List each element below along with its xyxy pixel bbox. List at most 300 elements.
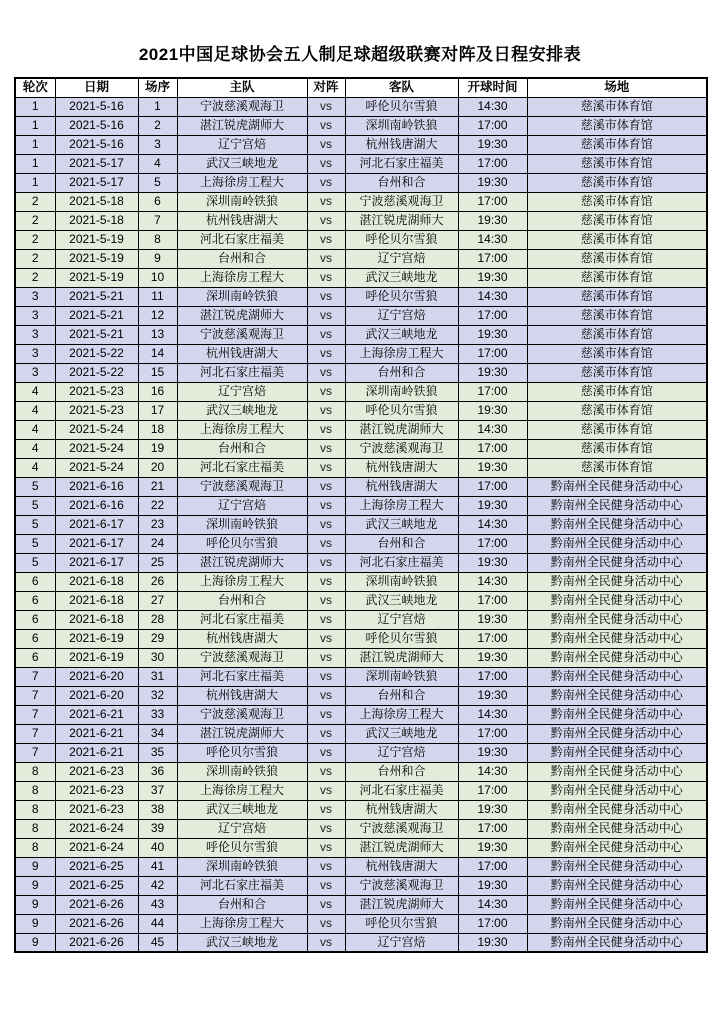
- table-row: [15, 648, 707, 667]
- cell-vs: vs: [307, 211, 345, 230]
- cell-home-team: 上海徐房工程大: [177, 781, 307, 800]
- cell-away-team: 台州和合: [345, 534, 458, 553]
- header-round: 轮次: [15, 78, 55, 97]
- cell-vs: vs: [307, 914, 345, 933]
- cell-home-team: 辽宁宫焙: [177, 382, 307, 401]
- cell-round: 6: [15, 648, 55, 667]
- cell-vs: vs: [307, 230, 345, 249]
- cell-round: 3: [15, 287, 55, 306]
- cell-date: 2021-5-23: [55, 401, 138, 420]
- cell-round: 5: [15, 515, 55, 534]
- table-row: [15, 97, 707, 116]
- cell-vs: vs: [307, 154, 345, 173]
- cell-match-no: 7: [138, 211, 177, 230]
- cell-away-team: 辽宁宫焙: [345, 933, 458, 952]
- cell-venue: 黔南州全民健身活动中心: [527, 762, 707, 781]
- cell-kickoff-time: 17:00: [458, 382, 527, 401]
- cell-away-team: 河北石家庄福美: [345, 553, 458, 572]
- cell-home-team: 湛江锐虎湖师大: [177, 553, 307, 572]
- cell-home-team: 河北石家庄福美: [177, 876, 307, 895]
- cell-vs: vs: [307, 933, 345, 952]
- cell-round: 8: [15, 762, 55, 781]
- cell-home-team: 台州和合: [177, 895, 307, 914]
- cell-kickoff-time: 17:00: [458, 629, 527, 648]
- cell-round: 7: [15, 686, 55, 705]
- cell-home-team: 深圳南岭铁狼: [177, 192, 307, 211]
- table-row: [15, 895, 707, 914]
- cell-vs: vs: [307, 705, 345, 724]
- cell-round: 3: [15, 344, 55, 363]
- cell-vs: vs: [307, 97, 345, 116]
- cell-match-no: 5: [138, 173, 177, 192]
- cell-vs: vs: [307, 287, 345, 306]
- cell-away-team: 上海徐房工程大: [345, 705, 458, 724]
- cell-venue: 黔南州全民健身活动中心: [527, 515, 707, 534]
- cell-round: 4: [15, 401, 55, 420]
- cell-vs: vs: [307, 667, 345, 686]
- cell-vs: vs: [307, 344, 345, 363]
- cell-date: 2021-5-23: [55, 382, 138, 401]
- cell-date: 2021-5-18: [55, 192, 138, 211]
- cell-venue: 黔南州全民健身活动中心: [527, 838, 707, 857]
- cell-venue: 黔南州全民健身活动中心: [527, 591, 707, 610]
- cell-date: 2021-6-16: [55, 477, 138, 496]
- cell-home-team: 呼伦贝尔雪狼: [177, 838, 307, 857]
- cell-venue: 黔南州全民健身活动中心: [527, 686, 707, 705]
- cell-date: 2021-6-24: [55, 838, 138, 857]
- cell-venue: 慈溪市体育馆: [527, 344, 707, 363]
- cell-date: 2021-6-23: [55, 800, 138, 819]
- cell-vs: vs: [307, 534, 345, 553]
- cell-vs: vs: [307, 629, 345, 648]
- cell-kickoff-time: 14:30: [458, 230, 527, 249]
- cell-match-no: 26: [138, 572, 177, 591]
- cell-kickoff-time: 17:00: [458, 192, 527, 211]
- cell-venue: 黔南州全民健身活动中心: [527, 705, 707, 724]
- cell-date: 2021-5-22: [55, 363, 138, 382]
- header-venue: 场地: [527, 78, 707, 97]
- cell-kickoff-time: 17:00: [458, 306, 527, 325]
- cell-kickoff-time: 14:30: [458, 97, 527, 116]
- cell-round: 6: [15, 572, 55, 591]
- cell-round: 6: [15, 629, 55, 648]
- cell-round: 9: [15, 895, 55, 914]
- cell-home-team: 宁波慈溪观海卫: [177, 705, 307, 724]
- cell-date: 2021-6-17: [55, 553, 138, 572]
- cell-match-no: 10: [138, 268, 177, 287]
- schedule-table: [14, 77, 708, 953]
- table-row: [15, 154, 707, 173]
- table-row: [15, 192, 707, 211]
- cell-kickoff-time: 19:30: [458, 135, 527, 154]
- cell-date: 2021-5-24: [55, 439, 138, 458]
- cell-date: 2021-6-25: [55, 857, 138, 876]
- table-row: [15, 325, 707, 344]
- cell-kickoff-time: 17:00: [458, 439, 527, 458]
- cell-venue: 黔南州全民健身活动中心: [527, 819, 707, 838]
- table-row: [15, 211, 707, 230]
- table-row: [15, 629, 707, 648]
- cell-vs: vs: [307, 135, 345, 154]
- cell-round: 2: [15, 211, 55, 230]
- cell-match-no: 20: [138, 458, 177, 477]
- schedule-body: [15, 97, 707, 952]
- cell-vs: vs: [307, 325, 345, 344]
- cell-home-team: 上海徐房工程大: [177, 914, 307, 933]
- cell-away-team: 湛江锐虎湖师大: [345, 895, 458, 914]
- cell-kickoff-time: 17:00: [458, 914, 527, 933]
- cell-round: 3: [15, 363, 55, 382]
- cell-date: 2021-6-18: [55, 610, 138, 629]
- table-row: [15, 762, 707, 781]
- header-kickoff-time: 开球时间: [458, 78, 527, 97]
- cell-round: 4: [15, 420, 55, 439]
- table-row: [15, 591, 707, 610]
- table-row: [15, 667, 707, 686]
- cell-venue: 黔南州全民健身活动中心: [527, 876, 707, 895]
- cell-vs: vs: [307, 819, 345, 838]
- cell-match-no: 33: [138, 705, 177, 724]
- cell-vs: vs: [307, 895, 345, 914]
- cell-away-team: 深圳南岭铁狼: [345, 116, 458, 135]
- cell-round: 7: [15, 724, 55, 743]
- table-row: [15, 116, 707, 135]
- cell-away-team: 宁波慈溪观海卫: [345, 876, 458, 895]
- cell-venue: 黔南州全民健身活动中心: [527, 724, 707, 743]
- cell-round: 8: [15, 800, 55, 819]
- cell-away-team: 河北石家庄福美: [345, 781, 458, 800]
- cell-kickoff-time: 14:30: [458, 420, 527, 439]
- cell-date: 2021-6-23: [55, 781, 138, 800]
- cell-vs: vs: [307, 762, 345, 781]
- table-row: [15, 838, 707, 857]
- table-row: [15, 268, 707, 287]
- cell-home-team: 武汉三峡地龙: [177, 401, 307, 420]
- cell-round: 7: [15, 743, 55, 762]
- cell-away-team: 辽宁宫焙: [345, 610, 458, 629]
- table-row: [15, 496, 707, 515]
- cell-vs: vs: [307, 724, 345, 743]
- cell-venue: 慈溪市体育馆: [527, 382, 707, 401]
- cell-date: 2021-6-26: [55, 914, 138, 933]
- cell-kickoff-time: 19:30: [458, 211, 527, 230]
- cell-home-team: 河北石家庄福美: [177, 230, 307, 249]
- cell-vs: vs: [307, 648, 345, 667]
- cell-home-team: 宁波慈溪观海卫: [177, 97, 307, 116]
- cell-venue: 黔南州全民健身活动中心: [527, 610, 707, 629]
- cell-venue: 慈溪市体育馆: [527, 154, 707, 173]
- cell-match-no: 11: [138, 287, 177, 306]
- cell-kickoff-time: 17:00: [458, 154, 527, 173]
- table-row: [15, 401, 707, 420]
- table-row: [15, 610, 707, 629]
- cell-match-no: 3: [138, 135, 177, 154]
- cell-kickoff-time: 19:30: [458, 173, 527, 192]
- cell-match-no: 17: [138, 401, 177, 420]
- table-row: [15, 287, 707, 306]
- cell-kickoff-time: 19:30: [458, 496, 527, 515]
- cell-kickoff-time: 14:30: [458, 572, 527, 591]
- cell-kickoff-time: 17:00: [458, 857, 527, 876]
- cell-match-no: 8: [138, 230, 177, 249]
- cell-away-team: 深圳南岭铁狼: [345, 572, 458, 591]
- cell-away-team: 湛江锐虎湖师大: [345, 648, 458, 667]
- cell-home-team: 呼伦贝尔雪狼: [177, 743, 307, 762]
- cell-vs: vs: [307, 268, 345, 287]
- cell-date: 2021-6-26: [55, 933, 138, 952]
- cell-vs: vs: [307, 686, 345, 705]
- cell-home-team: 辽宁宫焙: [177, 496, 307, 515]
- table-row: [15, 420, 707, 439]
- cell-away-team: 深圳南岭铁狼: [345, 382, 458, 401]
- cell-venue: 黔南州全民健身活动中心: [527, 781, 707, 800]
- cell-home-team: 河北石家庄福美: [177, 610, 307, 629]
- cell-venue: 黔南州全民健身活动中心: [527, 477, 707, 496]
- cell-match-no: 24: [138, 534, 177, 553]
- cell-round: 5: [15, 553, 55, 572]
- cell-match-no: 41: [138, 857, 177, 876]
- cell-kickoff-time: 14:30: [458, 705, 527, 724]
- cell-kickoff-time: 19:30: [458, 800, 527, 819]
- cell-match-no: 6: [138, 192, 177, 211]
- cell-home-team: 河北石家庄福美: [177, 667, 307, 686]
- cell-kickoff-time: 17:00: [458, 667, 527, 686]
- table-row: [15, 800, 707, 819]
- table-row: [15, 439, 707, 458]
- table-row: [15, 135, 707, 154]
- cell-away-team: 武汉三峡地龙: [345, 515, 458, 534]
- cell-away-team: 武汉三峡地龙: [345, 325, 458, 344]
- cell-round: 4: [15, 458, 55, 477]
- cell-away-team: 杭州钱唐湖大: [345, 857, 458, 876]
- cell-home-team: 武汉三峡地龙: [177, 800, 307, 819]
- cell-match-no: 39: [138, 819, 177, 838]
- cell-venue: 慈溪市体育馆: [527, 325, 707, 344]
- cell-vs: vs: [307, 173, 345, 192]
- cell-vs: vs: [307, 401, 345, 420]
- cell-match-no: 15: [138, 363, 177, 382]
- cell-away-team: 呼伦贝尔雪狼: [345, 401, 458, 420]
- cell-home-team: 台州和合: [177, 249, 307, 268]
- cell-venue: 慈溪市体育馆: [527, 420, 707, 439]
- cell-vs: vs: [307, 838, 345, 857]
- cell-vs: vs: [307, 496, 345, 515]
- cell-match-no: 38: [138, 800, 177, 819]
- cell-kickoff-time: 14:30: [458, 515, 527, 534]
- cell-match-no: 14: [138, 344, 177, 363]
- cell-away-team: 杭州钱唐湖大: [345, 477, 458, 496]
- cell-vs: vs: [307, 591, 345, 610]
- cell-kickoff-time: 19:30: [458, 610, 527, 629]
- cell-match-no: 1: [138, 97, 177, 116]
- cell-kickoff-time: 17:00: [458, 534, 527, 553]
- cell-match-no: 25: [138, 553, 177, 572]
- cell-home-team: 呼伦贝尔雪狼: [177, 534, 307, 553]
- cell-venue: 黔南州全民健身活动中心: [527, 743, 707, 762]
- cell-venue: 慈溪市体育馆: [527, 211, 707, 230]
- cell-away-team: 辽宁宫焙: [345, 743, 458, 762]
- table-row: [15, 857, 707, 876]
- cell-home-team: 台州和合: [177, 591, 307, 610]
- cell-away-team: 台州和合: [345, 686, 458, 705]
- cell-round: 9: [15, 914, 55, 933]
- cell-away-team: 河北石家庄福美: [345, 154, 458, 173]
- cell-away-team: 呼伦贝尔雪狼: [345, 230, 458, 249]
- table-row: [15, 249, 707, 268]
- cell-home-team: 宁波慈溪观海卫: [177, 325, 307, 344]
- cell-match-no: 30: [138, 648, 177, 667]
- cell-match-no: 29: [138, 629, 177, 648]
- cell-venue: 慈溪市体育馆: [527, 268, 707, 287]
- cell-venue: 慈溪市体育馆: [527, 458, 707, 477]
- cell-kickoff-time: 19:30: [458, 648, 527, 667]
- table-row: [15, 382, 707, 401]
- cell-home-team: 宁波慈溪观海卫: [177, 648, 307, 667]
- cell-venue: 慈溪市体育馆: [527, 97, 707, 116]
- cell-home-team: 武汉三峡地龙: [177, 933, 307, 952]
- cell-round: 6: [15, 610, 55, 629]
- cell-home-team: 武汉三峡地龙: [177, 154, 307, 173]
- cell-round: 9: [15, 876, 55, 895]
- cell-round: 8: [15, 819, 55, 838]
- cell-away-team: 台州和合: [345, 762, 458, 781]
- cell-vs: vs: [307, 610, 345, 629]
- table-row: [15, 933, 707, 952]
- table-row: [15, 363, 707, 382]
- cell-away-team: 宁波慈溪观海卫: [345, 819, 458, 838]
- cell-home-team: 深圳南岭铁狼: [177, 762, 307, 781]
- table-row: [15, 572, 707, 591]
- cell-kickoff-time: 19:30: [458, 876, 527, 895]
- cell-round: 1: [15, 173, 55, 192]
- table-row: [15, 781, 707, 800]
- cell-match-no: 23: [138, 515, 177, 534]
- cell-date: 2021-6-17: [55, 534, 138, 553]
- cell-venue: 慈溪市体育馆: [527, 401, 707, 420]
- table-row: [15, 515, 707, 534]
- cell-kickoff-time: 14:30: [458, 762, 527, 781]
- cell-match-no: 40: [138, 838, 177, 857]
- cell-round: 7: [15, 667, 55, 686]
- cell-away-team: 辽宁宫焙: [345, 249, 458, 268]
- cell-date: 2021-5-24: [55, 458, 138, 477]
- cell-date: 2021-6-26: [55, 895, 138, 914]
- cell-away-team: 呼伦贝尔雪狼: [345, 629, 458, 648]
- cell-match-no: 42: [138, 876, 177, 895]
- cell-home-team: 上海徐房工程大: [177, 420, 307, 439]
- cell-date: 2021-6-18: [55, 572, 138, 591]
- cell-match-no: 21: [138, 477, 177, 496]
- cell-kickoff-time: 19:30: [458, 363, 527, 382]
- cell-match-no: 37: [138, 781, 177, 800]
- cell-venue: 黔南州全民健身活动中心: [527, 914, 707, 933]
- cell-kickoff-time: 14:30: [458, 895, 527, 914]
- cell-home-team: 杭州钱唐湖大: [177, 344, 307, 363]
- cell-venue: 黔南州全民健身活动中心: [527, 572, 707, 591]
- cell-away-team: 湛江锐虎湖师大: [345, 211, 458, 230]
- cell-date: 2021-5-17: [55, 173, 138, 192]
- cell-kickoff-time: 14:30: [458, 287, 527, 306]
- cell-venue: 慈溪市体育馆: [527, 439, 707, 458]
- cell-away-team: 武汉三峡地龙: [345, 724, 458, 743]
- cell-vs: vs: [307, 116, 345, 135]
- cell-vs: vs: [307, 572, 345, 591]
- cell-kickoff-time: 17:00: [458, 591, 527, 610]
- cell-round: 8: [15, 781, 55, 800]
- cell-kickoff-time: 19:30: [458, 933, 527, 952]
- table-row: [15, 534, 707, 553]
- cell-date: 2021-6-16: [55, 496, 138, 515]
- cell-away-team: 武汉三峡地龙: [345, 268, 458, 287]
- header-away-team: 客队: [345, 78, 458, 97]
- cell-venue: 慈溪市体育馆: [527, 249, 707, 268]
- cell-venue: 慈溪市体育馆: [527, 135, 707, 154]
- table-row: [15, 173, 707, 192]
- cell-kickoff-time: 17:00: [458, 344, 527, 363]
- cell-date: 2021-6-19: [55, 648, 138, 667]
- cell-kickoff-time: 19:30: [458, 458, 527, 477]
- cell-kickoff-time: 19:30: [458, 325, 527, 344]
- cell-round: 5: [15, 534, 55, 553]
- cell-vs: vs: [307, 857, 345, 876]
- cell-away-team: 宁波慈溪观海卫: [345, 192, 458, 211]
- cell-date: 2021-5-18: [55, 211, 138, 230]
- cell-round: 5: [15, 496, 55, 515]
- cell-date: 2021-6-25: [55, 876, 138, 895]
- cell-match-no: 16: [138, 382, 177, 401]
- cell-home-team: 深圳南岭铁狼: [177, 287, 307, 306]
- cell-vs: vs: [307, 458, 345, 477]
- cell-date: 2021-5-17: [55, 154, 138, 173]
- table-row: [15, 686, 707, 705]
- cell-home-team: 深圳南岭铁狼: [177, 515, 307, 534]
- cell-venue: 慈溪市体育馆: [527, 116, 707, 135]
- cell-date: 2021-5-19: [55, 268, 138, 287]
- cell-date: 2021-5-19: [55, 249, 138, 268]
- table-row: [15, 344, 707, 363]
- cell-round: 9: [15, 857, 55, 876]
- cell-kickoff-time: 19:30: [458, 686, 527, 705]
- cell-round: 2: [15, 249, 55, 268]
- cell-away-team: 湛江锐虎湖师大: [345, 420, 458, 439]
- cell-date: 2021-5-16: [55, 116, 138, 135]
- cell-date: 2021-6-19: [55, 629, 138, 648]
- cell-home-team: 湛江锐虎湖师大: [177, 306, 307, 325]
- cell-home-team: 上海徐房工程大: [177, 572, 307, 591]
- table-row: [15, 876, 707, 895]
- cell-vs: vs: [307, 743, 345, 762]
- cell-vs: vs: [307, 800, 345, 819]
- cell-date: 2021-6-21: [55, 743, 138, 762]
- cell-away-team: 深圳南岭铁狼: [345, 667, 458, 686]
- cell-date: 2021-6-21: [55, 724, 138, 743]
- cell-match-no: 22: [138, 496, 177, 515]
- cell-away-team: 呼伦贝尔雪狼: [345, 287, 458, 306]
- cell-away-team: 杭州钱唐湖大: [345, 800, 458, 819]
- cell-kickoff-time: 19:30: [458, 838, 527, 857]
- table-row: [15, 230, 707, 249]
- cell-match-no: 9: [138, 249, 177, 268]
- cell-vs: vs: [307, 249, 345, 268]
- cell-home-team: 上海徐房工程大: [177, 268, 307, 287]
- cell-vs: vs: [307, 363, 345, 382]
- cell-home-team: 宁波慈溪观海卫: [177, 477, 307, 496]
- cell-venue: 黔南州全民健身活动中心: [527, 553, 707, 572]
- cell-home-team: 上海徐房工程大: [177, 173, 307, 192]
- header-row: [15, 78, 707, 97]
- cell-date: 2021-6-21: [55, 705, 138, 724]
- cell-away-team: 台州和合: [345, 363, 458, 382]
